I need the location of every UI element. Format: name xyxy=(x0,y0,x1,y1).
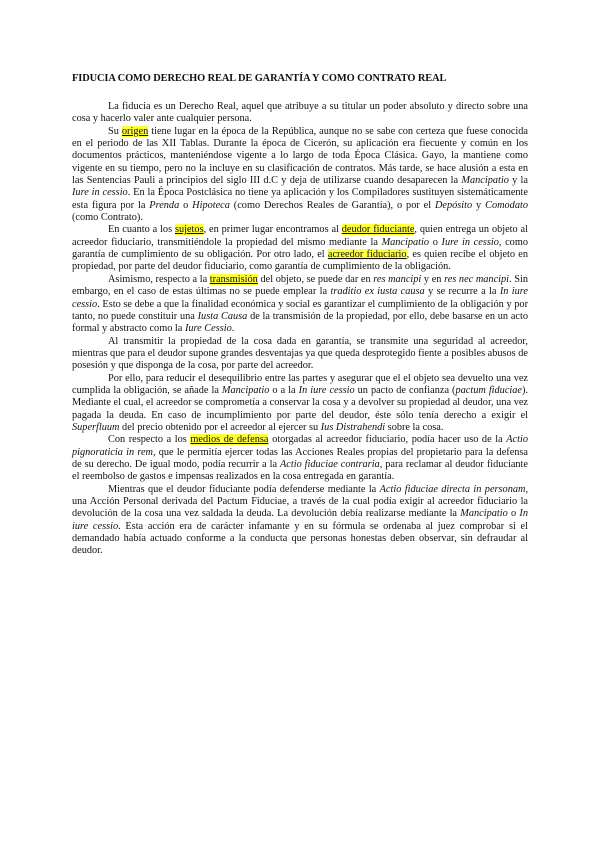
italic-term: Ius Distrahendi xyxy=(320,421,386,433)
highlighted-term: sujetos xyxy=(174,224,204,236)
text-run: . Esto se debe a que la finalidad económica y social es garantizar el cumplimiento de la obligación y por tanto, no puede constituir una xyxy=(72,298,528,322)
text-run: tiene lugar en la época de la República, aunque no se sabe con certeza que fuese conocida en el periodo de las XII Tablas. Durante la época de Cicerón, su aplicación era fiecuente y común en los documentos prácticos, manteniéndose vigente a lo largo de toda Época Clásica. Gayo, la mantiene como vigente en su tiempo, pero no la incluye en su clasificación de contratos. Más tarde, se hace alusión a esta en las Sentencias Pauli a principios del siglo III d.C y deja de utilizarse cuando desaparecen la xyxy=(72,125,529,187)
italic-term: Mancipatio xyxy=(221,384,270,396)
italic-term: res nec mancipi xyxy=(444,273,510,285)
text-run: La fiducia es un Derecho Real, aquel que atribuye a su titular un poder absoluto y directo sobre una cosa y hacerlo valer ante cualquier persona. xyxy=(72,101,528,125)
italic-term: Mancipatio xyxy=(461,175,509,187)
paragraph xyxy=(72,484,528,558)
text-run: sobre la cosa. xyxy=(385,421,444,433)
italic-term: Actio pignoraticia in rem xyxy=(72,434,528,458)
text-run: y se recurre a la xyxy=(424,286,500,298)
paragraph xyxy=(72,274,528,336)
italic-term: Depósito xyxy=(434,199,473,211)
italic-term: Actio fiduciae contraria xyxy=(279,458,380,470)
text-run: , que le permitía ejercer todas las Acciones Reales propias del propietario para la defensa de su derecho. De igual modo, podía recurrir a la xyxy=(72,446,529,470)
highlighted-term: deudor fiduciante xyxy=(341,224,415,236)
italic-term: traditio ex iusta causa xyxy=(330,286,425,298)
text-run: (como Derechos Reales de Garantía), o por el xyxy=(229,199,435,211)
text-run: , una Acción Personal derivada del Pactum Fiduciae, a través de la cual podía exigir al acreedor fiduciario la devolución de la cosa una vez saldada la deuda. La devolución debía realizarse mediante la xyxy=(72,483,529,520)
text-run: . Esta acción era de carácter infamante y en su fórmula se ordenaba al juez comprobar si el demandado había actuado conforme a la conducta que personas honestas deben observar, sin defraudar al deudor. xyxy=(72,520,528,557)
text-run: Con respecto a los xyxy=(108,434,191,446)
text-run: , quien entrega un objeto al acreedor fiduciario, transmitiéndole la propiedad del mismo mediante la xyxy=(72,224,528,248)
text-run: . xyxy=(231,323,235,335)
highlighted-term: medios de defensa xyxy=(190,434,269,446)
paragraph xyxy=(72,434,528,483)
text-run: otorgadas al acreedor fiduciario, podía hacer uso de la xyxy=(268,434,507,446)
text-run: En cuanto a los xyxy=(108,224,175,236)
text-run: , como garantía de cumplimiento de su obligación. Por otro lado, el xyxy=(72,236,528,261)
document-body xyxy=(72,101,528,558)
text-run: Mientras que el deudor fiduciante podía defenderse mediante la xyxy=(108,483,380,495)
highlighted-term: acreedor fiduciario xyxy=(327,249,407,261)
document-title: FIDUCIA COMO DERECHO REAL DE GARANTÍA Y COMO CONTRATO REAL xyxy=(72,73,447,84)
highlighted-term: origen xyxy=(121,125,149,137)
italic-term: In iure cessio xyxy=(298,384,355,396)
highlighted-term: transmisión xyxy=(209,273,258,285)
italic-term: Hipoteca xyxy=(192,199,230,211)
italic-term: res mancipi xyxy=(373,273,422,285)
italic-term: Iusta Causa xyxy=(197,310,248,322)
paragraph xyxy=(72,126,528,225)
italic-term: Superfluum xyxy=(72,421,120,433)
paragraph xyxy=(72,373,528,435)
italic-term: In iure cessio xyxy=(72,508,528,532)
text-run: Al transmitir la propiedad de la cosa dada en garantía, se transmite una seguridad al acreedor, mientras que para el deudor supone grandes desventajas ya que queda desprotegido fiente a posibles abusos de posesión y que disponga de la cosa, por parte del acreedor. xyxy=(72,335,528,372)
text-run: , es quien recibe el objeto en propiedad, por parte del deudor fiduciario, como garantía de cumplimiento de la obligación. xyxy=(72,249,528,273)
italic-term: Prenda xyxy=(149,199,180,211)
italic-term: Mancipatio xyxy=(381,236,430,248)
text-run: del precio obtenido por el acreedor al ejercer su xyxy=(119,421,321,433)
text-run: , en primer lugar encontramos al xyxy=(203,224,342,236)
text-run: ). Mediante el cual, el acreedor se comprometía a conservar la cosa y a devolver su propiedad al deudor, una vez pagada la deuda. En caso de incumplimiento por parte del deudor, éste sólo tenía derecho a exigir el xyxy=(72,384,528,421)
text-run: . Sin embargo, en el caso de estas últimas no se puede emplear la xyxy=(72,273,528,298)
italic-term: Iure Cessio xyxy=(184,323,232,335)
italic-term: Iure in cessio xyxy=(441,236,499,248)
text-run: Por ello, para reducir el desequilibrio entre las partes y asegurar que el el objeto sea devuelto una vez cumplida la obligación, se añade la xyxy=(72,372,528,396)
text-run: Asimismo, respecto a la xyxy=(108,273,210,285)
text-run: o a la xyxy=(269,384,299,396)
paragraph xyxy=(72,336,528,373)
italic-term: Mancipatio xyxy=(460,508,508,520)
text-run: y en xyxy=(421,273,445,285)
text-run: o xyxy=(179,199,193,211)
italic-term: In iure cessio xyxy=(72,286,529,310)
text-run: (como Contrato). xyxy=(72,212,143,224)
text-run: y la xyxy=(508,175,528,187)
italic-term: Comodato xyxy=(485,199,528,211)
text-run: y xyxy=(472,199,486,211)
paragraph xyxy=(72,101,528,126)
text-run: del objeto, se puede dar en xyxy=(257,273,374,285)
text-run: de la transmisión de la propiedad, por ello, debe basarse en un acto formal y abstracto como la xyxy=(72,310,528,335)
text-run: o xyxy=(507,508,520,520)
text-run: un pacto de confianza ( xyxy=(354,384,456,396)
paragraph xyxy=(72,224,528,273)
text-run: o xyxy=(429,236,442,248)
italic-term: Actio fiduciae directa in personam xyxy=(379,483,526,495)
text-run: Su xyxy=(108,125,122,137)
italic-term: Iure in cessio xyxy=(72,187,128,199)
text-run: , para reclamar al deudor fiduciante el reembolso de gastos e impensas realizados en la cosa entregada en garantía. xyxy=(72,458,528,483)
italic-term: pactum fiduciae xyxy=(455,384,522,396)
text-run: . En la Época Postclásica no tiene ya aplicación y los Compiladores sustituyen sistemáticamente esta figura por la xyxy=(72,187,528,211)
document-page xyxy=(72,72,528,558)
